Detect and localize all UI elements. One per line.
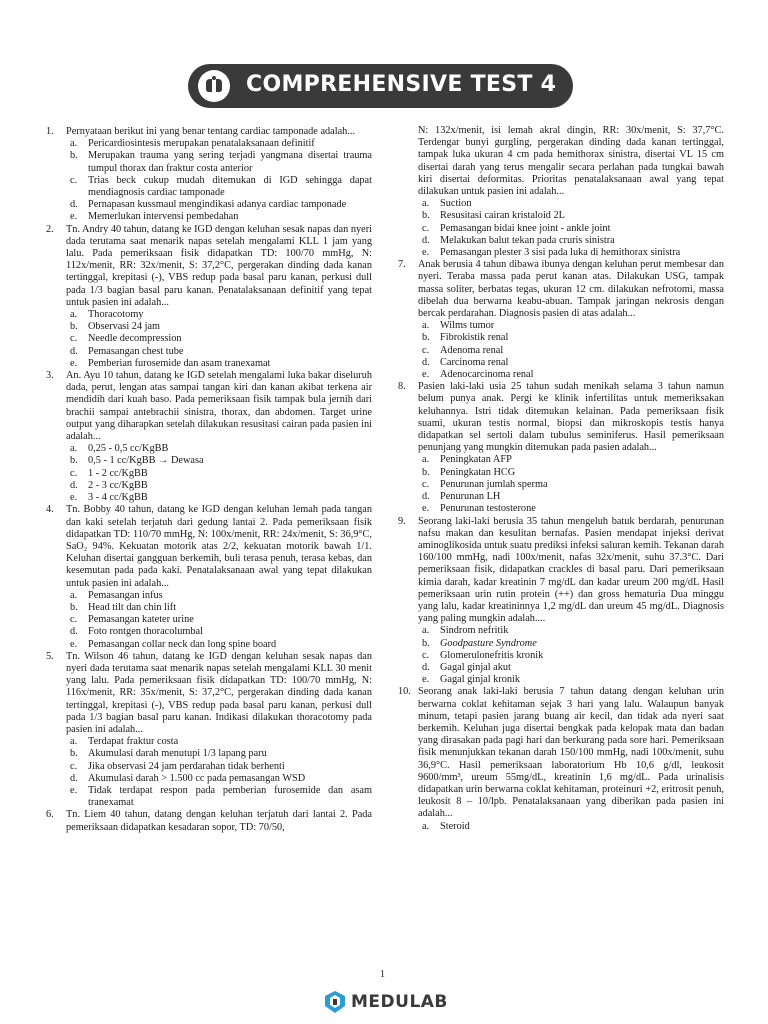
- option-text: Penurunan jumlah sperma: [440, 478, 548, 490]
- option-text: Resusitasi cairan kristaloid 2L: [440, 210, 565, 222]
- answer-option: [418, 479, 724, 491]
- question-item: [398, 686, 724, 832]
- option-letter: c.: [70, 467, 78, 479]
- option-letter: b.: [70, 455, 78, 467]
- answer-option: [66, 761, 372, 773]
- answer-option: [66, 602, 372, 614]
- question-text: Tn. Andry 40 tahun, datang ke IGD dengan keluhan sesak napas dan nyeri dada terutama saat menarik napas setelah mengalami KLL 1 jam yang lalu. Pada pemeriksaan fisik didapatkan TD: 100/70 mmHg, N: 112x/menit, RR: 32x/menit, S: 37,2°C, pergerakan dinding dada kanan tertinggal, krepitasi (-), VBS redup pada basal paru kanan, perkusi dull pada 1/3 bagian basal paru kanan. Penatalaksanaan definitif yang tepat untuk pasien ini adalah...: [66, 223, 372, 308]
- answer-option: [66, 626, 372, 638]
- question-number: 3.: [46, 370, 54, 382]
- question-item: [398, 125, 724, 259]
- option-letter: d.: [422, 661, 430, 673]
- answer-option: [418, 320, 724, 332]
- option-letter: c.: [70, 760, 78, 772]
- option-letter: a.: [70, 736, 78, 748]
- question-number: 2.: [46, 223, 54, 235]
- option-text: Terdapat fraktur costa: [88, 736, 179, 748]
- answer-option: [418, 491, 724, 503]
- option-letter: b.: [422, 210, 430, 222]
- option-text: 0,25 - 0,5 cc/KgBB: [88, 443, 169, 455]
- option-text: 2 - 3 cc/KgBB: [88, 479, 148, 491]
- answer-option: [66, 468, 372, 480]
- option-text: Pemberian furosemide dan asam tranexamat: [88, 357, 271, 369]
- option-text: Glomerulonefritis kronik: [440, 649, 544, 661]
- option-text: 0,5 - 1 cc/KgBB → Dewasa: [88, 455, 204, 467]
- option-text: Head tilt dan chin lift: [88, 601, 177, 613]
- question-item: [46, 504, 372, 650]
- option-text: Pemasangan plester 3 sisi pada luka di hemithorax sinistra: [440, 247, 681, 259]
- option-text: Penurunan LH: [440, 491, 501, 503]
- option-letter: a.: [422, 320, 430, 332]
- option-text: Gagal ginjal akut: [440, 661, 511, 673]
- option-letter: d.: [70, 479, 78, 491]
- right-column: [398, 125, 724, 833]
- answer-options: [66, 309, 372, 370]
- medulab-logo-icon: [323, 990, 347, 1014]
- option-letter: d.: [70, 772, 78, 784]
- answer-option: [418, 235, 724, 247]
- option-text: Pemasangan bidai knee joint - ankle joint: [440, 222, 611, 234]
- option-letter: e.: [422, 247, 430, 259]
- option-letter: d.: [70, 345, 78, 357]
- answer-option: [418, 674, 724, 686]
- question-text: Seorang laki-laki berusia 35 tahun mengeluh batuk berdarah, penurunan nafsu makan dan kesulitan bernafas. Pasien mendapat injeksi derivat aminoglikosida untuk suatu prediksi infeksi saluran kemih. Tekanan darah 160/100 mmHg, nadi 100x/menit, nafas 32x/menit, suhu 37.3°C. Dari pemeriksaan fisik, didapatkan crackles di basal paru. Dari pemeriksaan kimia darah, kadar kreatinin 7 mg/dL dan kadar ureum 200 mg/dL Hasil pemeriksaan urin rutin protein (++) dan gross hematuria Dua minggu yang lalu, kadar kreatininnya 1,2 mg/dL dan ureum 45 mg/dL. Diagnosis yang paling mungkin adalah....: [418, 515, 724, 625]
- question-item: [398, 259, 724, 381]
- option-letter: e.: [70, 784, 78, 796]
- answer-options: [66, 736, 372, 809]
- option-letter: b.: [70, 321, 78, 333]
- answer-option: [418, 332, 724, 344]
- answer-option: [66, 455, 372, 467]
- question-number: 5.: [46, 650, 54, 662]
- question-item: [46, 809, 372, 833]
- option-letter: a.: [422, 454, 430, 466]
- left-column: [46, 126, 372, 834]
- answer-option: [418, 198, 724, 210]
- question-text: Tn. Liem 40 tahun, datang dengan keluhan terjatuh dari lantai 2. Pada pemeriksaan didapatkan kesadaran sopor, TD: 70/50,: [66, 809, 372, 833]
- hands-logo-icon: [198, 70, 230, 102]
- option-text: Pernapasan kussmaul mengindikasi adanya cardiac tamponade: [88, 199, 347, 211]
- option-text: 3 - 4 cc/KgBB: [88, 492, 148, 504]
- option-text: Trias beck cukup mudah ditemukan di IGD sehingga dapat mendiagnosis cardiac tamponade: [88, 174, 372, 199]
- option-text: Steroid: [440, 820, 470, 832]
- title-banner: [188, 64, 573, 108]
- option-text: Melakukan balut tekan pada cruris sinistra: [440, 234, 615, 246]
- answer-option: [418, 821, 724, 833]
- option-letter: a.: [70, 138, 78, 150]
- question-text: Tn. Bobby 40 tahun, datang ke IGD dengan keluhan lemah pada tangan dan kaki setelah terjatuh dari gedung lantai 2. Pada pemeriksaan fisik didapatkan TD: 110/70 mmHg, N: 100x/menit, RR: 24x/menit, S: 36,9°C, SaO₂ 94%. Kekuatan motorik atas 2/2, kekuatan motorik bawah 1/1. Keluhan disertai gangguan berkemih, buli terasa penuh, terasa kebas, dan kesemutan pada pada kaki. Penatalaksanaan awal yang tepat dilakukan untuk pasien ini adalah...: [66, 504, 372, 589]
- option-letter: b.: [70, 601, 78, 613]
- page-number: 1: [380, 969, 385, 980]
- answer-option: [418, 638, 724, 650]
- option-text: Gagal ginjal kronik: [440, 674, 521, 686]
- option-letter: a.: [422, 198, 430, 210]
- answer-options: [418, 198, 724, 259]
- question-number: 10.: [398, 686, 411, 698]
- option-text: Pemasangan chest tube: [88, 345, 184, 357]
- answer-option: [418, 625, 724, 637]
- option-letter: a.: [422, 820, 430, 832]
- answer-option: [418, 247, 724, 259]
- option-text: Suction: [440, 198, 472, 210]
- option-letter: c.: [422, 478, 430, 490]
- answer-option: [418, 357, 724, 369]
- question-text: Anak berusia 4 tahun dibawa ibunya dengan keluhan perut membesar dan nyeri. Teraba massa pada perut kanan atas. Dilakukan USG, tampak massa soliter, berbatas tegas, ukuran 12 cm. dilakukan nefrotomi, massa dibelah dua berwarna keabu-abuan. Tampak jaringan nekrosis dengan bercak perdarahan. Diagnosis pasien di atas adalah...: [418, 259, 724, 320]
- answer-option: [66, 492, 372, 504]
- answer-option: [418, 467, 724, 479]
- question-number: 7.: [398, 259, 406, 271]
- answer-option: [418, 369, 724, 381]
- question-number: 8.: [398, 381, 406, 393]
- answer-option: [418, 223, 724, 235]
- option-letter: a.: [70, 309, 78, 321]
- question-text: Pasien laki-laki usia 25 tahun sudah menikah selama 3 tahun namun belum punya anak. Pergi ke klinik infertilitas untuk memeriksakan keluhannya. Istri tidak ditemukan kelainan. Pada pemeriksaan fisik suami, ukuran testis normal, biopsi dan mikroskopis testis hanya didapatkan sel sertoli dalam tubulus seminiferus. Hasil pemeriksaan penunjang yang mungkin ditemukan pada pasien adalah...: [418, 381, 724, 454]
- answer-option: [66, 443, 372, 455]
- option-text: Foto rontgen thoracolumbal: [88, 626, 203, 638]
- option-letter: b.: [422, 332, 430, 344]
- option-letter: d.: [70, 626, 78, 638]
- answer-option: [66, 773, 372, 785]
- question-number: 1.: [46, 126, 54, 137]
- answer-option: [66, 785, 372, 809]
- question-text: Seorang anak laki-laki berusia 7 tahun datang dengan keluhan urin berwarna coklat kehitaman sejak 3 hari yang lalu. Walaupun banyak minum, tetapi pasien jarang buang air kecil, dan tidak ada nyeri saat berkemih. Keluhan juga disertai bengkak pada kelopak mata dan badan yang dirasakan pada pagi hari dan berkurang pada sore hari. Pemeriksaan fisik menunjukkan tekanan darah 150/100 mmHg, nadi 100x/menit, suhu 36,9°C. Hasil pemeriksaan laboratorium Hb 10,6 g/dl, leukosit 9600/mm³, ureum 55mg/dL, kreatinin 1,6 mg/dL. Pada urinalisis didapatkan urin berwarna coklat kehitaman, proteinuri +2, eritrosit penuh, leukosit 8 – 10/lpb. Penatalaksanaan yang diberikan pada pasien ini adalah...: [418, 686, 724, 820]
- option-letter: e.: [70, 492, 78, 504]
- page-title: COMPREHENSIVE TEST 4: [246, 72, 557, 97]
- option-letter: c.: [422, 344, 430, 356]
- answer-option: [66, 736, 372, 748]
- option-text: Observasi 24 jam: [88, 321, 161, 333]
- answer-option: [66, 748, 372, 760]
- brand-name: MEDULAB: [351, 992, 448, 1012]
- answer-option: [66, 211, 372, 223]
- question-item: [46, 651, 372, 810]
- answer-options: [66, 590, 372, 651]
- option-letter: e.: [70, 211, 78, 223]
- question-number: 4.: [46, 504, 54, 516]
- option-letter: e.: [422, 674, 430, 686]
- option-text: Pemasangan collar neck dan long spine board: [88, 638, 277, 650]
- option-text: Pemasangan infus: [88, 589, 163, 601]
- answer-option: [66, 358, 372, 370]
- answer-option: [66, 175, 372, 199]
- option-letter: c.: [70, 614, 78, 626]
- answer-option: [418, 210, 724, 222]
- option-text: Fibrokistik renal: [440, 332, 509, 344]
- option-text: Pericardiosintesis merupakan penatalaksanaan definitif: [88, 138, 315, 150]
- answer-option: [66, 346, 372, 358]
- question-text: An. Ayu 10 tahun, datang ke IGD setelah mengalami luka bakar diseluruh dada, perut, lengan atas sampai tangan kiri dan kanan akibat terkena air mendidih dari kuah baso. Pada pemeriksaan fisik tampak bula jernih dari brachii sampai antebrachii sinistra, thorax, dan abdomen. Target urine output yang diharapkan setelah dilakukan resusitasi cairan pada pasien ini adalah...: [66, 370, 372, 443]
- question-item: [398, 516, 724, 687]
- answer-options: [66, 138, 372, 223]
- answer-option: [66, 590, 372, 602]
- option-letter: a.: [422, 625, 430, 637]
- option-text: Goodpasture Syndrome: [440, 637, 537, 649]
- option-text: Tidak terdapat respon pada pemberian furosemide dan asam tranexamat: [88, 784, 372, 809]
- answer-option: [418, 345, 724, 357]
- option-text: Adenocarcinoma renal: [440, 369, 534, 381]
- option-letter: d.: [422, 234, 430, 246]
- answer-option: [66, 199, 372, 211]
- answer-option: [66, 480, 372, 492]
- answer-option: [418, 662, 724, 674]
- answer-option: [66, 614, 372, 626]
- answer-option: [66, 309, 372, 321]
- option-letter: e.: [70, 638, 78, 650]
- option-text: Needle decompression: [88, 333, 182, 345]
- option-text: Peningkatan AFP: [440, 454, 512, 466]
- answer-options: [418, 320, 724, 381]
- option-letter: c.: [422, 649, 430, 661]
- question-number: 6.: [46, 809, 54, 821]
- option-text: Akumulasi darah > 1.500 cc pada pemasangan WSD: [88, 772, 306, 784]
- option-text: Pemasangan kateter urine: [88, 614, 194, 626]
- question-text: Tn. Wilson 46 tahun, datang ke IGD dengan keluhan sesak napas dan nyeri dada terutama saat menarik napas setelah mengalami KLL 30 menit yang lalu. Pada pemeriksaan fisik didapatkan TD: 100/70 mmHg, N: 116x/menit, RR: 35x/menit, S: 37,2°C, pergerakan dinding dada kanan tertinggal, krepitasi (-), VBS redup pada basal paru kanan, perkusi dull pada 1/3 bagian basal paru kanan. Indikasi dilakukan thoracotomy pada pasien ini adalah...: [66, 650, 372, 735]
- option-letter: b.: [422, 637, 430, 649]
- option-text: Jika observasi 24 jam perdarahan tidak berhenti: [88, 760, 285, 772]
- question-item: [46, 370, 372, 504]
- option-text: Adenoma renal: [440, 344, 504, 356]
- question-item: [46, 126, 372, 224]
- option-letter: c.: [70, 333, 78, 345]
- option-letter: c.: [422, 222, 430, 234]
- answer-option: [66, 321, 372, 333]
- option-text: Merupakan trauma yang sering terjadi yangmana disertai trauma tumpul thorax dan fraktur costa anterior: [88, 150, 372, 174]
- option-text: Carcinoma renal: [440, 356, 509, 368]
- option-text: Memerlukan intervensi pembedahan: [88, 211, 239, 223]
- option-text: Akumulasi darah menutupi 1/3 lapang paru: [88, 748, 267, 760]
- question-text: N: 132x/menit, isi lemah akral dingin, RR: 30x/menit, S: 37,7°C. Terdengar bunyi gurgling, pergerakan dinding dada kanan tertinggal, tampak luka ukuran 4 cm pada hemithorax sinistra, disertai VL 15 cm disertai darah yang terus mengalir secara perlahan pada tungkai bawah kiri disertai deformitas. Prioritas penatalaksanaan awal yang tepat dilakukan untuk pasien ini adalah...: [418, 125, 724, 198]
- answer-option: [418, 454, 724, 466]
- question-text: Pernyataan berikut ini yang benar tentang cardiac tamponade adalah...: [66, 126, 356, 137]
- answer-option: [66, 150, 372, 174]
- option-letter: e.: [422, 369, 430, 381]
- answer-option: [418, 503, 724, 515]
- answer-option: [418, 650, 724, 662]
- answer-options: [418, 454, 724, 515]
- option-letter: a.: [70, 443, 78, 455]
- option-letter: a.: [70, 589, 78, 601]
- answer-option: [66, 333, 372, 345]
- answer-option: [66, 138, 372, 150]
- answer-options: [418, 625, 724, 686]
- option-letter: e.: [422, 503, 430, 515]
- option-text: Thoracotomy: [88, 309, 144, 321]
- question-item: [398, 381, 724, 515]
- option-text: Penurunan testosterone: [440, 503, 536, 515]
- option-letter: d.: [422, 491, 430, 503]
- answer-option: [66, 639, 372, 651]
- option-text: Sindrom nefritik: [440, 625, 509, 637]
- answer-options: [66, 443, 372, 504]
- question-item: [46, 224, 372, 370]
- question-number: 9.: [398, 515, 406, 527]
- option-letter: d.: [422, 356, 430, 368]
- option-text: Peningkatan HCG: [440, 466, 516, 478]
- option-letter: b.: [70, 150, 78, 162]
- option-letter: b.: [70, 748, 78, 760]
- option-letter: e.: [70, 357, 78, 369]
- option-text: 1 - 2 cc/KgBB: [88, 467, 148, 479]
- option-letter: b.: [422, 466, 430, 478]
- option-letter: d.: [70, 199, 78, 211]
- answer-options: [418, 821, 724, 833]
- option-text: Wilms tumor: [440, 320, 495, 332]
- option-letter: c.: [70, 174, 78, 186]
